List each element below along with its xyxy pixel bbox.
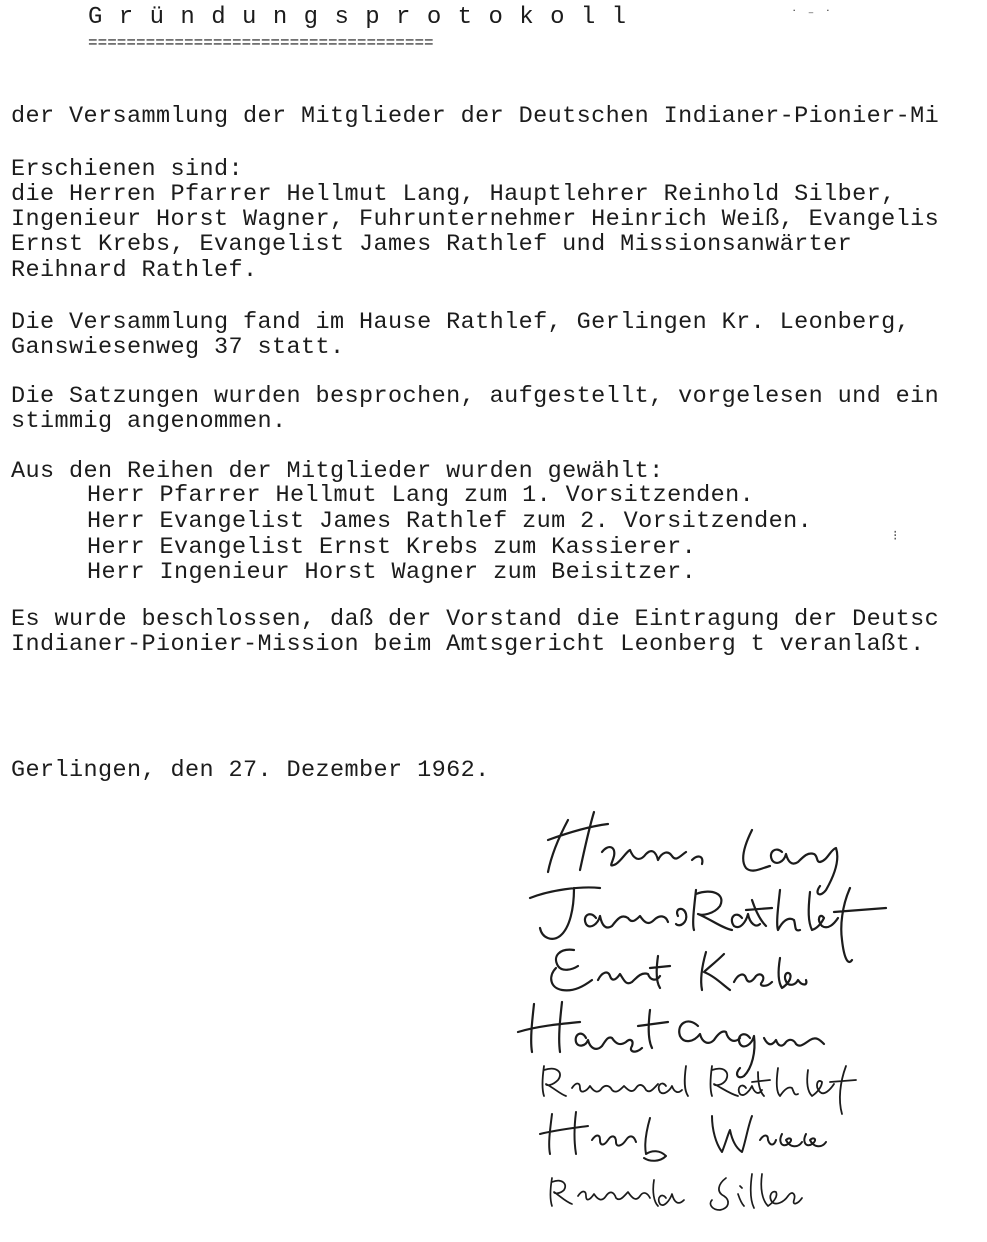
attendees-line: Reihnard Rathlef.	[11, 257, 258, 284]
resolution-line: Indianer-Pionier-Mission beim Amtsgericht Leonberg t veranlaßt.	[11, 631, 925, 658]
election-line: Herr Pfarrer Hellmut Lang zum 1. Vorsitzenden.	[87, 482, 755, 509]
intro-line: der Versammlung der Mitglieder der Deutschen Indianer-Pionier-Mi	[11, 103, 940, 130]
signature-horst-wagner	[518, 1002, 824, 1077]
resolution-line: Es wurde beschlossen, daß der Vorstand die Eintragung der Deutsc	[11, 606, 940, 633]
statutes-line: Die Satzungen wurden besprochen, aufgestellt, vorgelesen und ein	[11, 383, 940, 410]
signature-ernst-krebs	[551, 950, 806, 991]
title-underline: ====================================	[88, 34, 434, 52]
election-line: Herr Ingenieur Horst Wagner zum Beisitzer.	[87, 559, 697, 586]
signature-james-rathlef	[530, 887, 886, 961]
signature-hellmut-lang	[548, 812, 837, 894]
signature-block	[490, 790, 970, 1230]
location-line: Die Versammlung fand im Hause Rathlef, Gerlingen Kr. Leonberg,	[11, 309, 911, 336]
attendees-line: Ernst Krebs, Evangelist James Rathlef und Missionsanwärter	[11, 231, 853, 258]
election-line: Herr Evangelist Ernst Krebs zum Kassierer.	[87, 534, 697, 561]
attendees-line: die Herren Pfarrer Hellmut Lang, Hauptlehrer Reinhold Silber,	[11, 181, 896, 208]
election-line: Herr Evangelist James Rathlef zum 2. Vorsitzenden.	[87, 508, 813, 535]
signature-reinhard-rathlef	[543, 1066, 857, 1114]
attendees-line: Ingenieur Horst Wagner, Fuhrunternehmer Heinrich Weiß, Evangelis	[11, 206, 940, 233]
date-line: Gerlingen, den 27. Dezember 1962.	[11, 757, 490, 784]
signature-heinrich-weiss	[540, 1112, 826, 1161]
signature-reinhold-silber	[551, 1174, 803, 1210]
statutes-line: stimmig angenommen.	[11, 408, 287, 435]
attendees-heading: Erschienen sind:	[11, 156, 244, 183]
paper-speck: ˙ ⁻ ˙	[790, 9, 833, 25]
paper-speck: ⁝	[893, 529, 898, 545]
location-line: Ganswiesenweg 37 statt.	[11, 334, 345, 361]
election-heading: Aus den Reihen der Mitglieder wurden gewählt:	[11, 458, 664, 485]
document-title: G r ü n d u n g s p r o t o k o l l	[88, 4, 628, 31]
